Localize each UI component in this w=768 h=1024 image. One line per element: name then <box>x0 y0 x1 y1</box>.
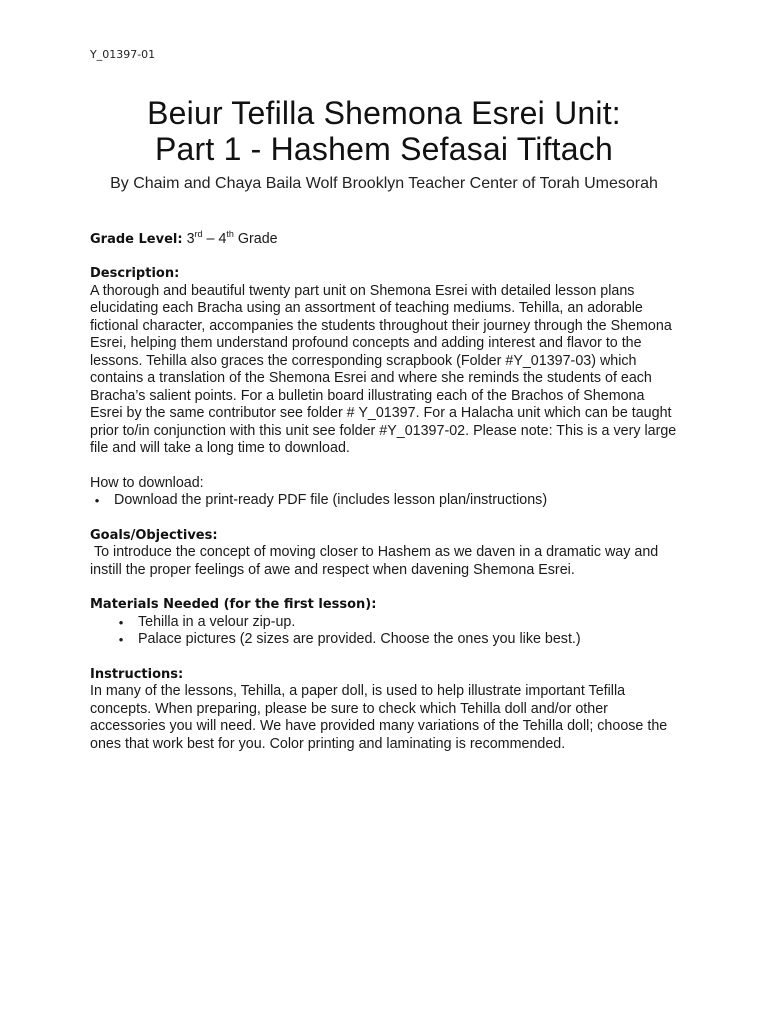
bullet-icon: • <box>94 493 100 509</box>
materials-section <box>90 596 680 649</box>
title-line-2: Part 1 - Hashem Sefasai Tiftach <box>155 131 613 167</box>
description-section <box>90 265 680 458</box>
description-text: A thorough and beautiful twenty part unit on Shemona Esrei with detailed lesson plans elucidating each Bracha using an assortment of teaching mediums. Tehilla, an adorable fictional character, accompanies the students throughout their journey through the Shemona Esrei, helping them understand profound concepts and adding interest and flavor to the lessons. Tehilla also graces the corresponding scrapbook (Folder #Y_01397-03) which contains a translation of the Shemona Esrei and where she reminds the students of each Bracha’s salient points. For a bulletin board illustrating each of the Brachos of Shemona Esrei by the same contributor see folder # Y_01397. For a Halacha unit which can be taught prior to/in conjunction with this unit see folder #Y_01397-02. Please note: This is a very large file and will take a long time to download. <box>90 282 677 457</box>
list-item-text: Tehilla in a velour zip-up. <box>138 613 296 630</box>
instructions-heading: Instructions: <box>90 666 184 682</box>
bullet-icon: • <box>118 632 124 648</box>
goals-heading: Goals/Objectives: <box>90 527 218 543</box>
grade-from-number: 3 <box>186 230 195 247</box>
grade-to-suffix: th <box>226 229 234 239</box>
document-id: Y_01397-01 <box>90 48 156 61</box>
title-line-1: Beiur Tefilla Shemona Esrei Unit: <box>147 95 621 131</box>
list-item-text: Palace pictures (2 sizes are provided. Choose the ones you like best.) <box>138 631 581 648</box>
document-body <box>90 226 680 753</box>
instructions-text: In many of the lessons, Tehilla, a paper doll, is used to help illustrate important Tefilla concepts. When preparing, please be sure to check which Tehilla doll and/or other accessories you will need. We have provided many variations of the Tehilla doll; choose the ones that work best for you. Color printing and laminating is recommended. <box>90 683 668 752</box>
goals-text: To introduce the concept of moving closer to Hashem as we daven in a dramatic way and instill the proper feelings of awe and respect when davening Shemona Esrei. <box>90 544 663 578</box>
grade-from-suffix: rd <box>194 229 203 239</box>
materials-list <box>90 614 680 649</box>
download-heading: How to download: <box>90 474 204 491</box>
instructions-section <box>90 666 680 754</box>
title-block <box>80 95 688 194</box>
bullet-icon: • <box>118 614 124 630</box>
goals-section <box>90 527 680 580</box>
list-item-text: Download the print-ready PDF file (includes lesson plan/instructions) <box>114 492 548 509</box>
grade-dash: – <box>202 230 219 247</box>
byline: By Chaim and Chaya Baila Wolf Brooklyn Teacher Center of Torah Umesorah <box>110 175 658 192</box>
page-title <box>80 95 688 167</box>
materials-heading: Materials Needed (for the first lesson): <box>90 597 377 613</box>
download-list <box>90 492 680 510</box>
list-item <box>90 614 680 632</box>
grade-to-number: 4 <box>218 230 227 247</box>
list-item <box>90 631 680 649</box>
description-heading: Description: <box>90 266 180 282</box>
grade-level-value <box>187 226 278 248</box>
grade-unit: Grade <box>233 230 278 247</box>
download-section <box>90 475 680 510</box>
grade-level <box>90 226 680 248</box>
grade-level-label: Grade Level: <box>90 231 183 247</box>
list-item <box>90 492 680 510</box>
